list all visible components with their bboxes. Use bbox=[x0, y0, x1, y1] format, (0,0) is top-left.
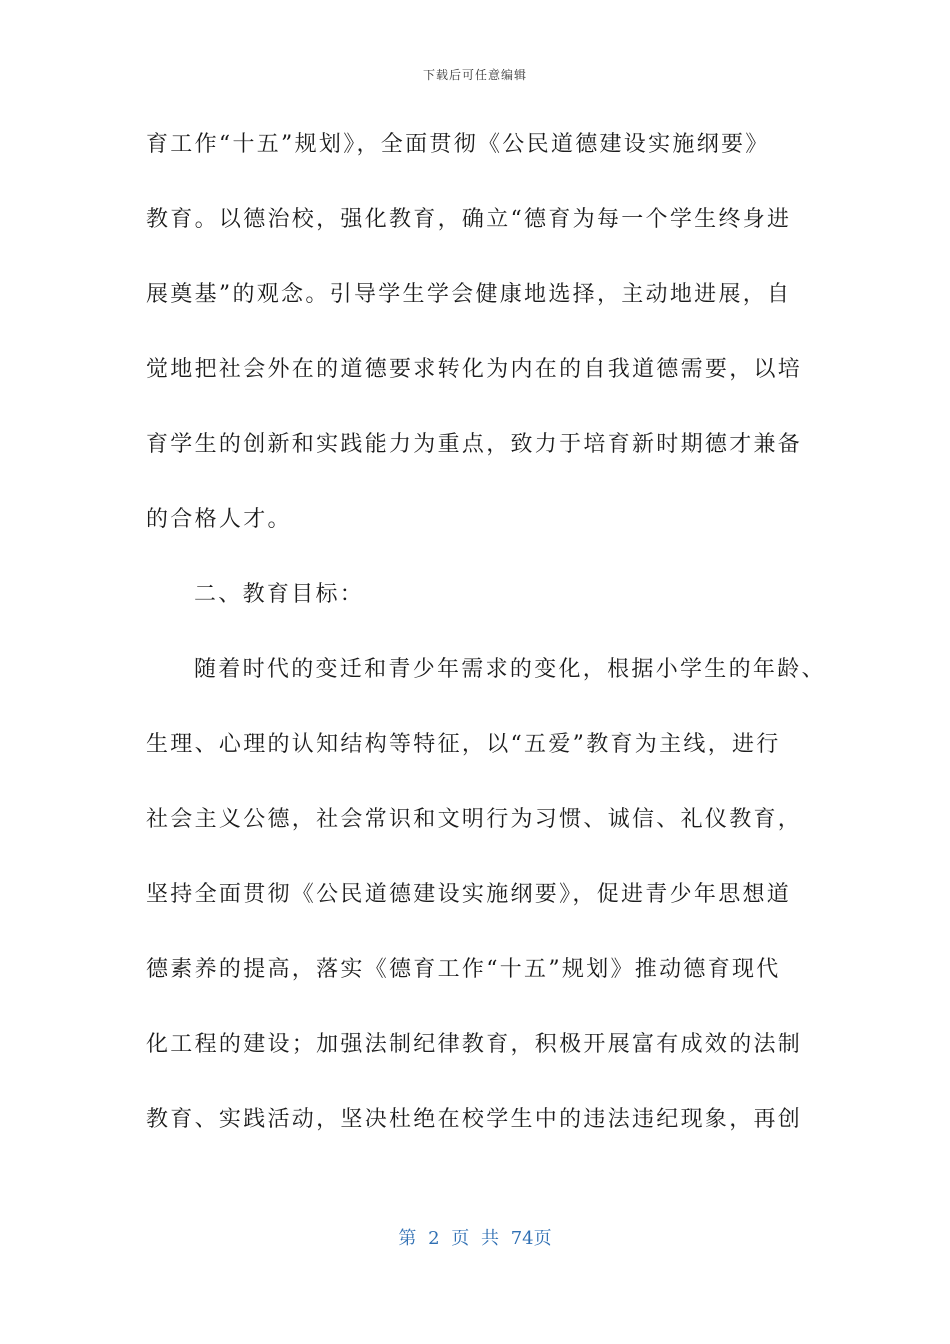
paragraph-line: 化工程的建设；加强法制纪律教育，积极开展富有成效的法制 bbox=[146, 1032, 803, 1057]
page-number-footer: 第 2 页 共 74页 bbox=[398, 1228, 552, 1249]
paragraph-line: 德素养的提高，落实《德育工作“十五”规划》推动德育现代 bbox=[146, 957, 781, 982]
paragraph-line: 的合格人才。 bbox=[146, 507, 292, 532]
paragraph-line: 生理、心理的认知结构等特征，以“五爱”教育为主线，进行 bbox=[146, 732, 781, 757]
paragraph-line: 育工作“十五”规划》，全面贯彻《公民道德建设实施纲要》 bbox=[146, 132, 770, 157]
paragraph-line: 社会主义公德，社会常识和文明行为习惯、诚信、礼仪教育， bbox=[146, 807, 803, 832]
paragraph-line: 教育、实践活动，坚决杜绝在校学生中的违法违纪现象，再创 bbox=[146, 1107, 803, 1132]
page-header: 下载后可任意编辑 bbox=[422, 68, 527, 82]
paragraph-line: 育学生的创新和实践能力为重点，致力于培育新时期德才兼备 bbox=[146, 432, 803, 457]
paragraph-line: 坚持全面贯彻《公民道德建设实施纲要》，促进青少年思想道 bbox=[146, 882, 792, 907]
document-body bbox=[146, 122, 836, 1172]
paragraph-line: 教育。以德治校，强化教育，确立“德育为每一个学生终身进 bbox=[146, 207, 792, 232]
paragraph-line: 展奠基”的观念。引导学生学会健康地选择，主动地进展，自 bbox=[146, 282, 792, 307]
section-heading: 二、教育目标： bbox=[194, 582, 365, 607]
paragraph-line: 随着时代的变迁和青少年需求的变化，根据小学生的年龄、 bbox=[194, 657, 826, 682]
paragraph-line: 觉地把社会外在的道德要求转化为内在的自我道德需要，以培 bbox=[146, 357, 803, 382]
